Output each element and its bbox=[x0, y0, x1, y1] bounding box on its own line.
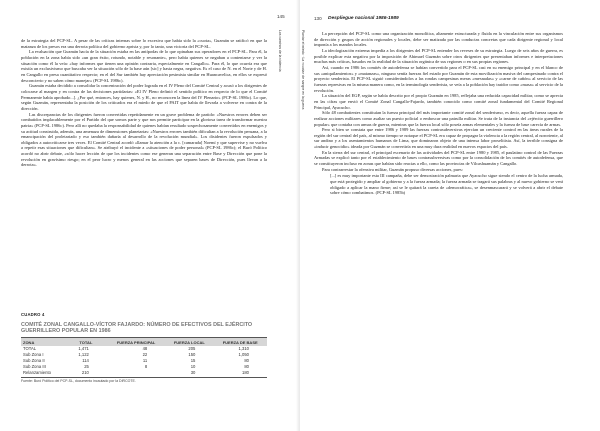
table-cell: Relanzamiento bbox=[21, 370, 65, 377]
table-cell: 15 bbox=[190, 357, 196, 363]
table-cell: 22 bbox=[142, 352, 148, 358]
table-cell: 150 bbox=[188, 352, 196, 358]
left-body-text bbox=[21, 38, 267, 168]
table-cell: 80 bbox=[244, 357, 249, 363]
paragraph: de la estrategia del PCP-SL. A pesar de las críticas internas sobre lo excesiva que había sido la «cuota», Guzmán se ratificó en que la matanza de los presos era una derrota política del gobierno aprista y, por lo tanto, una victoria del PCP-SL. bbox=[21, 38, 267, 49]
table-cell: 114 bbox=[82, 357, 89, 363]
column-header: FUERZA DE BASE bbox=[213, 338, 267, 346]
data-table-box bbox=[21, 322, 267, 383]
paragraph: Guzmán estaba decidido a consolidar la concentración del poder lograda en el IV Pleno del Comité Central y acusó a los dirigentes de colocarse al margen y en contra de las decisiones partidarias: «El IV Pleno definió el sentido político en respecto de lo que el Comité Permanente había aprobado...]. ¿Por qué, entonces, hay quienes, N. y H., no reconocen la línea del IV Plenario» (PCP-SL 1986c). Lo que, según Guzmán, representaba la posición de los criticados era el miedo de que el PAIT que había de llevarla a volverse en contra de la dirección. bbox=[21, 83, 267, 111]
table-cell: TOTAL bbox=[23, 346, 37, 352]
table-row bbox=[21, 370, 267, 377]
right-body-text bbox=[314, 31, 563, 196]
table-header-row bbox=[21, 338, 267, 346]
right-page bbox=[300, 0, 600, 431]
paragraph: La ideologización extrema impedía a los dirigentes del PCP-SL entender los reveses de su estrategia. Luego de seis años de guerra, es posible explicar esta negativa por la imposición de Abimael Guzmán sobre otros dirigentes que presentaban informes e interpretaciones muchas más críticas, basados en la realidad de la situación orgánica de sus regiones o en sus propias regiones. bbox=[314, 47, 563, 65]
column-header: FUERZA LOCAL bbox=[165, 338, 213, 346]
table-source-note: Fuente: Buró Político del PCP-SL, documento incautado por la DIRCOTE. bbox=[21, 379, 136, 384]
running-head: Despliegue nacional 1986-1989 bbox=[328, 15, 399, 21]
table-title: COMITÉ ZONAL CANGALLO-VÍCTOR FAJARDO: NÚMERO DE EFECTIVOS DEL EJÉRCITO GUERRILLERO POPULAR EN 1986 bbox=[21, 322, 267, 338]
paragraph: Pero si bien se constata que entre 1986 y 1989 las fuerzas contrasubversivas ejercían un creciente control en las áreas rurales de la región del sur central del país, al mismo tiempo se notaque el PCP-SL era capaz de propagar la violencia a la región central, al nororiente, al sur andino y a los asentamientos humanos de Lima, que dominaron objeto de una intensa labor proselitista. Así, la terrible consigna de «inducir genocidio» ideada por Guzmán se convertiría en una muy dura realidad en nuevos espacios del país. bbox=[314, 127, 563, 150]
table-cell bbox=[107, 370, 165, 377]
table-cell: Sub Zona I bbox=[23, 352, 44, 358]
table-cell: 25 bbox=[84, 363, 89, 369]
table-cell: 11 bbox=[142, 357, 148, 363]
paragraph: Sólo 48 combatientes constituían la fuerza principal del más importante comité zonal del senderismo, es decir, aquella fuerza capaz de realizar acciones militares como asaltar un puesto policial o emboscar una patrulla militar. Se trata de la instancia del «ejército guerrillero popular» que contaba con armas de guerra, mientras que la fuerza local sólo poseía armas elementales y la fuerza de base carecía de armas. bbox=[314, 110, 563, 127]
paragraph: La situación del EGP, según se había descrito por el propio Guzmán en 1985, reflejaba una reducida capacidad militar, como se aprecia en las cifras que envió el Comité Zonal Cangallo-Fajardo, también conocido como comité zonal fundamental del Comité Regional Principal, Ayacucho. bbox=[314, 93, 563, 110]
table-cell: 180 bbox=[213, 370, 267, 377]
column-header: TOTAL bbox=[65, 338, 107, 346]
paragraph: Las discrepancias de los dirigentes fueron convertidas repetidamente en un grave problema de partido: «Nuestros errores deben ser combatidos implacablemente por el Partido del que somos parte y que nos permite participar en la gloriosa tarea de transformar nuestra patria» (PCP-SL 1986c). Pero allí no quedaba la responsabilidad de quienes habían resultado sospechosamente convertidos en enemigos y su actitud construida, además, una amenaza de dimensiones planetarias: «Nuestros errores también dificultan a la revolución peruana, a la emancipación del proletariado y eso también dañaría al desarrollo de la revolución mundial». Los disidentes fueron expulsados y obligados a autocriticarse tres veces. El Comité Central acordó «llamar la atención a la c. [camarada] Noemí y que supervise y no vuelva a repetir esas situaciones que dificultan». Se atribuyó el incidente a «situaciones de poder personal» (PCP-SL 1986c); el Buró Político acordó no abrir debate, «sólo hacer lección de que los incidentes como ese generan una separación entre Base y Dirección que pone la revolución en gravísimo riesgo; en el peor lucro y menos general en las acciones que separen bases de Dirección, pues llevan a la derrota». bbox=[21, 111, 267, 168]
table-cell: 1,122 bbox=[78, 352, 89, 358]
table-cell: 1,050 bbox=[238, 352, 249, 358]
data-table bbox=[21, 338, 267, 377]
table-cell: 205 bbox=[188, 346, 196, 352]
paragraph: En la sierra del sur central, el principal escenario de las actividades del PCP-SL entre 1980 y 1985, el paulatino control de las Fuerzas Armadas se explicó tanto por el establecimiento de bases contrasubversivas como por la consolidación de los comités de autodefensa, que se constituyeron incluso en zonas que habían sido reacias a ello, como las provincias de Vilcashuamán y Cangallo. bbox=[314, 149, 563, 167]
right-page-number: 130 bbox=[314, 16, 322, 21]
table-cell: 80 bbox=[244, 363, 249, 369]
paragraph: La evaluación que Guzmán hacía de la situación estaba en las antípodas de lo que opinaban sus operadores en el PCP-SL. Para él, la población en la zona había sido «un gran éxito, rotundo, notable y resonante», pero había quienes se negaban a contentarse y ver la situación como él la veía: «hay informes que tienen una opinión contraria, especialmente en Cangallo». Para él, lo que ocurría era que existía un exclusivismo que buscaba ver la situación sólo de la base aún [sic] y hasta negra, negativa. Es el caso de N. en el Norte y de H. en Cangallo en presa cuantitativo respecto; en el del Sur también hay apreciación pesimista similar en Huancavelica, en ellos se expresó desconcierto y no saben cómo manejar» (PCP-SL 1986c). bbox=[21, 49, 267, 83]
table-label: CUADRO 4 bbox=[21, 312, 45, 317]
table-cell: 10 bbox=[190, 363, 196, 369]
quote-text: [...] es muy importante esta III campaña, debe ser demostración palmaria que Ayacucho sigue siendo el centro de la lucha armada, que está protegido y ampliar al gobierno y a la fuerza armada; la fuerza armada se tragará sus palabras y al nuevo gobierno se verá obligado a aplicar la mano firme; así se le quitará la careta de «democrática», se desenmascarará y se volverá a abrir el debate sobre cómo combatimos. (PCP-SL 1985b) bbox=[330, 173, 563, 196]
table-cell: 1,310 bbox=[238, 346, 249, 352]
paragraph: Para contrarrestar la ofensiva militar, Guzmán propuso diversas acciones, pues: bbox=[322, 166, 463, 172]
column-header: ZONA bbox=[21, 338, 65, 346]
table-cell: 30 bbox=[165, 370, 213, 377]
column-header: FUERZA PRINCIPAL bbox=[107, 338, 165, 346]
table-cell: Sub Zona III bbox=[23, 363, 46, 369]
left-vertical-margin-text: Los caminos de la violencia bbox=[278, 30, 282, 72]
table-cell: 210 bbox=[65, 370, 107, 377]
table-cell: 1,471 bbox=[78, 346, 89, 352]
left-page-number: 145 bbox=[277, 14, 285, 19]
paragraph: La percepción del PCP-SL como una organización monolítica, altamente estructurada y fluida en la vinculación entre sus organismos de dirección y grupos de acción regionales y locales, debe ser matizada por las conductas concretas que cada dirigente regional y local imponía a los mandos locales. bbox=[314, 31, 563, 48]
table-cell: 8 bbox=[144, 363, 148, 369]
block-quote bbox=[330, 173, 563, 196]
table-cell: Sub Zona II bbox=[23, 357, 45, 363]
right-vertical-margin-text: Plantar el miedo · La «cuota» de sangre en la guerra bbox=[301, 30, 305, 110]
paragraph: Así, cuando en 1986 los comités de autodefensa se habían convertido para el PCP-SL casi en su enemigo principal y en el blanco de sus «aniquilamientos» y «matanzas», ninguno sentía fuerzas fiel estado por Guzmán de esta movilización masiva del campesinado contra el proyecto senderista. El PCP-SL siguió considerándolos a las rondas campesinas meras «mesnadas» y «carne de cañón» al servicio de las fuerzas represivas en la misma manera como, en la terminología senderista, se veía a la población hay traidor como «masa» al servicio de la revolución. bbox=[314, 64, 563, 93]
table-cell: 48 bbox=[142, 346, 148, 352]
